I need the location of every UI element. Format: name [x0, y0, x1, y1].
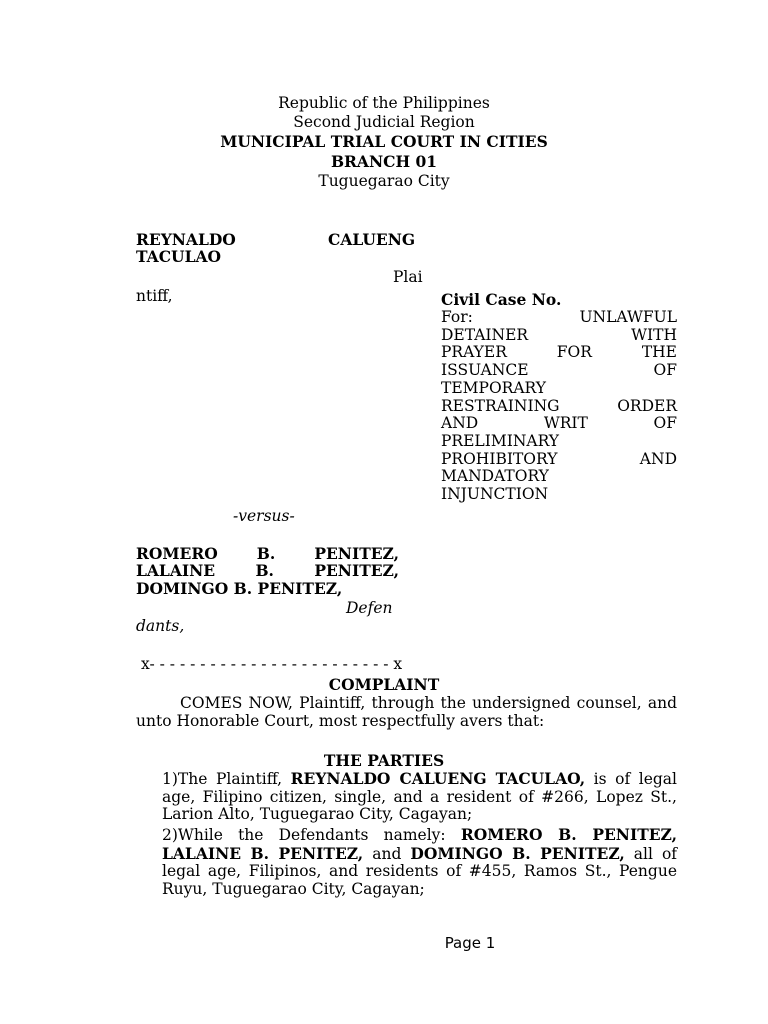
defendant-line-1: ROMERO B. PENITEZ,: [136, 544, 399, 563]
complaint-title: COMPLAINT: [328, 675, 440, 694]
party-2-names-b: DOMINGO B. PENITEZ,: [410, 843, 625, 863]
case-nature-line: TEMPORARY: [441, 378, 546, 397]
defendant-line-2: LALAINE B. PENITEZ,: [136, 561, 399, 580]
case-nature-line: MANDATORY: [441, 467, 549, 486]
republic-line: Republic of the Philippines: [278, 94, 490, 112]
party-1-number: 1)The Plaintiff,: [162, 770, 291, 788]
party-2-names-a: ROMERO B. PENITEZ, LALAINE B. PENITEZ,: [162, 825, 677, 863]
case-nature-line: AND WRIT OF: [441, 414, 677, 433]
case-nature-line: PROHIBITORY AND: [441, 449, 677, 468]
case-nature: [441, 309, 677, 504]
versus-label: -versus-: [233, 507, 295, 525]
region-line: Second Judicial Region: [293, 113, 475, 131]
plaintiff-middle-name: CALUENG: [328, 230, 416, 249]
case-nature-line: ISSUANCE OF: [441, 361, 677, 380]
case-nature-line: PRELIMINARY: [441, 431, 560, 450]
civil-case-label: Civil Case No.: [441, 290, 562, 309]
case-nature-line: PRAYER FOR THE: [441, 343, 677, 362]
parties-title: THE PARTIES: [323, 751, 445, 770]
party-paragraph-2: [162, 826, 677, 898]
defendant-role-part1: Defen: [346, 599, 393, 617]
plaintiff-first-name: REYNALDO: [136, 230, 236, 249]
case-nature-line: For: UNLAWFUL: [441, 308, 677, 326]
branch-line: BRANCH 01: [330, 152, 438, 171]
city-line: Tuguegarao City: [318, 172, 450, 190]
party-2-number: 2)While the Defendants namely:: [162, 826, 461, 844]
defendant-role-part2: dants,: [136, 617, 185, 635]
caption-separator: x- - - - - - - - - - - - - - - - - - - - - - - - x: [141, 655, 403, 673]
page-number: Page 1: [444, 934, 496, 952]
plaintiff-role-part1: Plai: [393, 268, 423, 286]
case-nature-line: INJUNCTION: [441, 485, 549, 504]
case-nature-line: RESTRAINING ORDER: [441, 396, 677, 415]
party-paragraph-1: [162, 770, 677, 824]
intro-paragraph: COMES NOW, Plaintiff, through the undersigned counsel, and unto Honorable Court, most respectfully avers that:: [136, 694, 677, 730]
party-1-details: is of legal age, Filipino citizen, single, and a resident of #266, Lopez St., Larion Alto, Tuguegarao City, Cagayan;: [162, 770, 677, 823]
court-name: MUNICIPAL TRIAL COURT IN CITIES: [220, 132, 548, 151]
plaintiff-last-name: TACULAO: [136, 247, 221, 266]
party-2-conjunction: and: [363, 844, 411, 863]
party-2-details: all of legal age, Filipinos, and residents of #455, Ramos St., Pengue Ruyu, Tuguegarao City, Cagayan;: [162, 844, 678, 898]
case-nature-line: DETAINER WITH: [441, 325, 677, 344]
plaintiff-role-part2: ntiff,: [136, 287, 173, 305]
defendant-line-3: DOMINGO B. PENITEZ,: [136, 579, 343, 598]
party-1-name: REYNALDO CALUENG TACULAO,: [290, 769, 586, 788]
